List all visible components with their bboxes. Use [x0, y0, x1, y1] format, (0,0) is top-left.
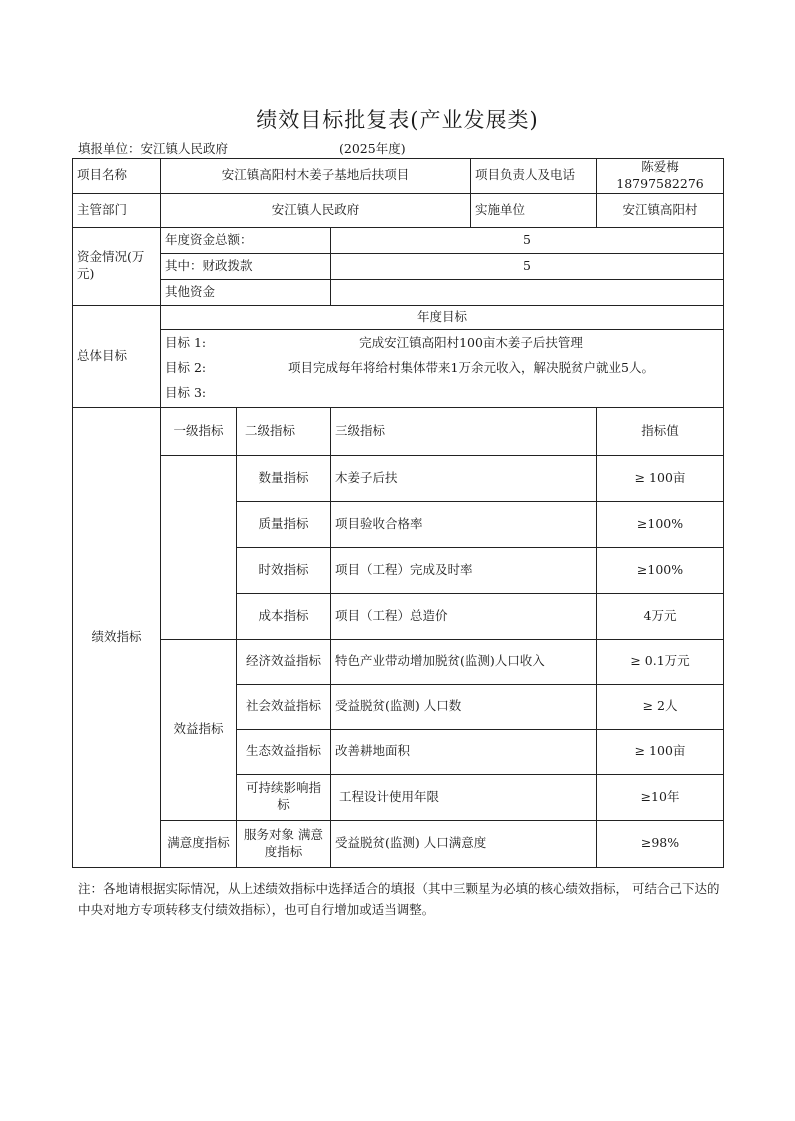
indicator-value: 4万元 — [597, 593, 724, 639]
level2-cell: 经济效益指标 — [237, 639, 331, 684]
reporting-year: (2025年度) — [339, 141, 406, 156]
performance-label: 绩效指标 — [73, 407, 161, 867]
col-header-value: 指标值 — [597, 407, 724, 455]
output-group-cell — [161, 455, 237, 639]
indicator-value: ≥98% — [597, 820, 724, 867]
goals-header: 年度目标 — [161, 305, 724, 329]
level3-cell: 特色产业带动增加脱贫(监测)人口收入 — [331, 639, 597, 684]
benefit-group-label: 效益指标 — [161, 639, 237, 820]
level2-cell: 社会效益指标 — [237, 684, 331, 729]
goal-item-text: 项目完成每年将给村集体带来1万余元收入，解决脱贫户就业5人。 — [288, 359, 654, 375]
level2-cell: 生态效益指标 — [237, 729, 331, 774]
project-name-value: 安江镇高阳村木姜子基地后扶项目 — [161, 159, 471, 194]
level3-cell: 项目（工程）总造价 — [331, 593, 597, 639]
funds-row-label: 其他资金 — [161, 279, 331, 305]
goal-item — [165, 331, 719, 356]
funds-row-value: 5 — [331, 253, 724, 279]
level2-cell: 成本指标 — [237, 593, 331, 639]
project-contact-label: 项目负责人及电话 — [471, 159, 597, 194]
level3-cell: 项目验收合格率 — [331, 501, 597, 547]
col-header-level1: 一级指标 — [161, 407, 237, 455]
footnote: 注：各地请根据实际情况，从上述绩效指标中选择适合的填报（其中三颗星为必填的核心绩效指标， 可结合己下达的中央对地方专项转移支付绩效指标），也可自行增加或适当调整。 — [78, 881, 720, 917]
col-header-level3: 三级指标 — [331, 407, 597, 455]
approval-table — [72, 158, 724, 868]
funds-row-value: 5 — [331, 227, 724, 253]
goals-label: 总体目标 — [73, 305, 161, 407]
indicator-value: ≥ 100亩 — [597, 455, 724, 501]
level2-cell: 服务对象 满意度指标 — [237, 820, 331, 867]
funds-row-label: 其中：财政拨款 — [161, 253, 331, 279]
level2-cell: 时效指标 — [237, 547, 331, 593]
goal-item-text: 完成安江镇高阳村100亩木姜子后扶管理 — [359, 334, 583, 350]
level2-cell: 数量指标 — [237, 455, 331, 501]
level3-cell: 受益脱贫(监测) 人口数 — [331, 684, 597, 729]
project-contact-value: 陈爱梅18797582276 — [597, 159, 724, 194]
goal-item-label: 目标 1: — [165, 334, 207, 350]
impl-label: 实施单位 — [471, 193, 597, 227]
indicator-value: ≥100% — [597, 547, 724, 593]
indicator-value: ≥ 0.1万元 — [597, 639, 724, 684]
indicator-value: ≥100% — [597, 501, 724, 547]
goal-item — [165, 356, 719, 381]
satisfaction-group-label: 满意度指标 — [161, 820, 237, 867]
level3-cell: 工程设计使用年限 — [331, 774, 597, 820]
funds-row-value — [331, 279, 724, 305]
indicator-value: ≥10年 — [597, 774, 724, 820]
project-name-label: 项目名称 — [73, 159, 161, 194]
goal-item — [165, 381, 719, 406]
indicator-value: ≥ 2人 — [597, 684, 724, 729]
dept-label: 主管部门 — [73, 193, 161, 227]
impl-value: 安江镇高阳村 — [597, 193, 724, 227]
goal-item-label: 目标 3: — [165, 384, 207, 400]
level2-cell: 可持续影响指标 — [237, 774, 331, 820]
goal-item-label: 目标 2: — [165, 359, 207, 375]
level2-cell: 质量指标 — [237, 501, 331, 547]
level3-cell: 木姜子后扶 — [331, 455, 597, 501]
dept-value: 安江镇人民政府 — [161, 193, 471, 227]
col-header-level2: 二级指标 — [237, 407, 331, 455]
page-title: 绩效目标批复表(产业发展类) — [256, 108, 539, 132]
level3-cell: 受益脱贫(监测) 人口满意度 — [331, 820, 597, 867]
level3-cell: 项目（工程）完成及时率 — [331, 547, 597, 593]
funds-row-label: 年度资金总额： — [161, 227, 331, 253]
goals-list — [161, 329, 724, 407]
level3-cell: 改善耕地面积 — [331, 729, 597, 774]
indicator-value: ≥ 100亩 — [597, 729, 724, 774]
reporting-unit: 填报单位：安江镇人民政府 — [78, 141, 229, 156]
funds-label: 资金情况(万元) — [73, 227, 161, 305]
